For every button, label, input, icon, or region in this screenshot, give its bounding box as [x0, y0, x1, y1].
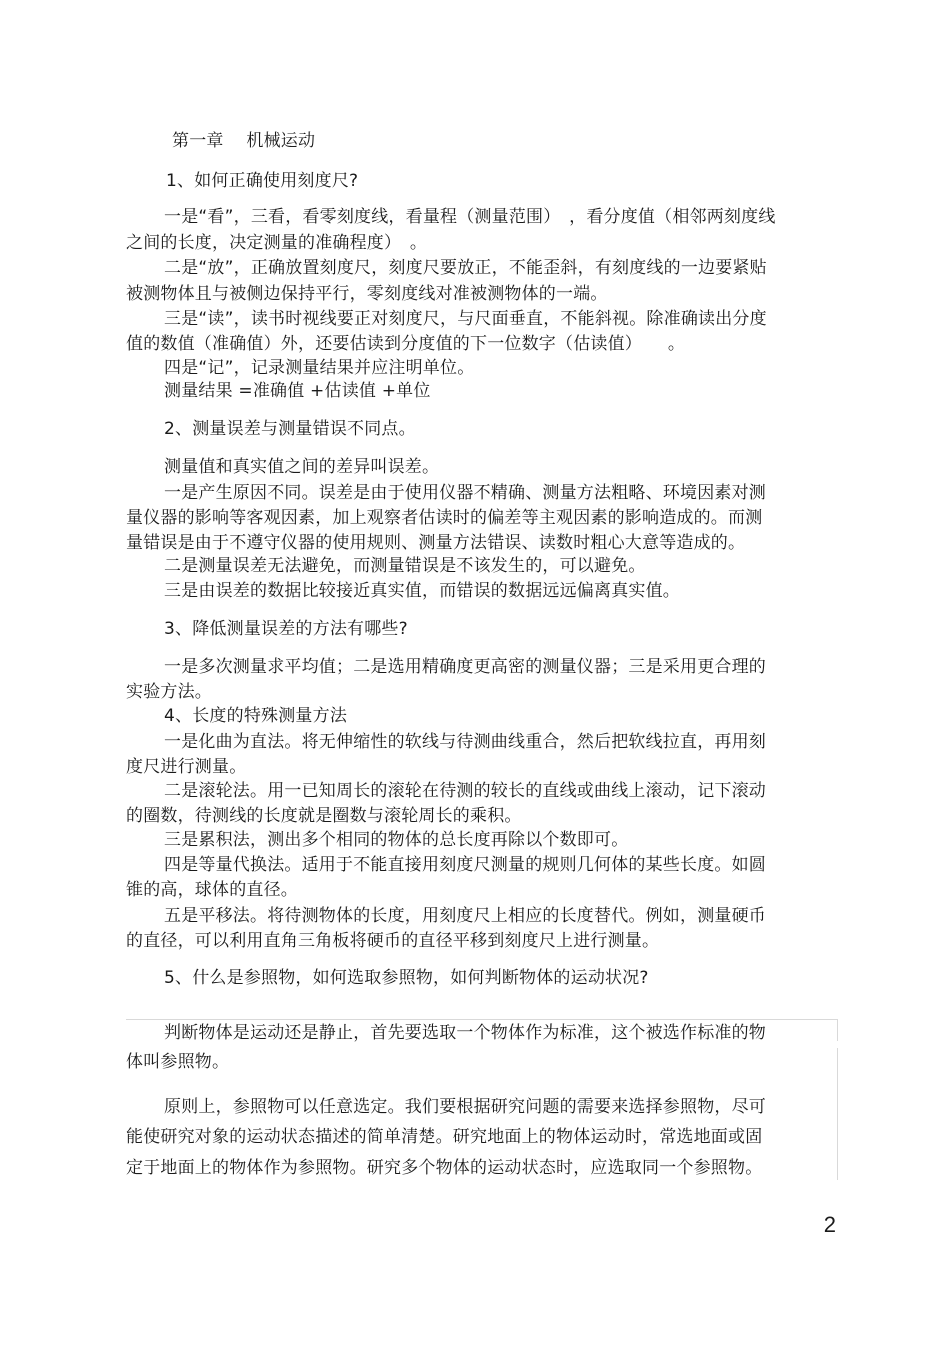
section-5-line: 体叫参照物。	[126, 1052, 230, 1072]
section-2-line: 三是由误差的数据比较接近真实值，而错误的数据远远偏离真实值。	[164, 581, 680, 601]
section-3-heading: 3、降低测量误差的方法有哪些?	[164, 619, 408, 639]
section-4-line: 四是等量代换法。适用于不能直接用刻度尺测量的规则几何体的某些长度。如圆	[164, 855, 766, 875]
section-1-line: 被测物体且与被侧边保持平行，零刻度线对准被测物体的一端。	[126, 284, 608, 304]
section-3-line: 实验方法。	[126, 682, 212, 702]
section-4-line: 度尺进行测量。	[126, 757, 247, 777]
section-2-line: 量仪器的影响等客观因素，加上观察者估读时的偏差等主观因素的影响造成的。而测	[126, 508, 763, 528]
section-5-line: 判断物体是运动还是静止，首先要选取一个物体作为标准，这个被选作标准的物	[164, 1023, 766, 1043]
section-1-line: 二是“放”，正确放置刻度尺，刻度尺要放正，不能歪斜，有刻度线的一边要紧贴	[164, 258, 767, 278]
section-4-line: 五是平移法。将待测物体的长度，用刻度尺上相应的长度替代。例如，测量硬币	[164, 906, 766, 926]
section-1-line: 三是“读”，读书时视线要正对刻度尺，与尺面垂直，不能斜视。除准确读出分度	[164, 309, 767, 329]
section-2-line: 二是测量误差无法避免，而测量错误是不该发生的，可以避免。	[164, 556, 646, 576]
section-1-line: 四是“记”，记录测量结果并应注明单位。	[164, 358, 475, 378]
section-5-heading: 5、什么是参照物，如何选取参照物，如何判断物体的运动状况?	[164, 968, 649, 988]
section-4-line: 锥的高，球体的直径。	[126, 880, 298, 900]
page-number: 2	[823, 1212, 836, 1237]
section-5-line: 能使研究对象的运动状态描述的简单清楚。研究地面上的物体运动时，常选地面或固	[126, 1127, 763, 1147]
section-2-line: 一是产生原因不同。误差是由于使用仪器不精确、测量方法粗略、环境因素对测	[164, 483, 766, 503]
section-2-line: 测量值和真实值之间的差异叫误差。	[164, 457, 440, 477]
section-2-line: 量错误是由于不遵守仪器的使用规则、测量方法错误、读数时粗心大意等造成的。	[126, 533, 746, 553]
frame-line-right-1	[837, 1019, 838, 1041]
section-1-line: 一是“看”，三看，看零刻度线，看量程（测量范围） ，看分度值（相邻两刻度线	[164, 207, 776, 227]
section-4-line: 的圈数，待测线的长度就是圈数与滚轮周长的乘积。	[126, 806, 522, 826]
section-4-line: 的直径，可以利用直角三角板将硬币的直径平移到刻度尺上进行测量。	[126, 931, 660, 951]
section-1-line: 测量结果 =准确值 +估读值 +单位	[164, 381, 431, 401]
section-4-heading: 4、长度的特殊测量方法	[164, 706, 348, 726]
section-4-line: 三是累积法，测出多个相同的物体的总长度再除以个数即可。	[164, 830, 629, 850]
chapter-title: 第一章 机械运动	[172, 131, 316, 151]
frame-line-top	[126, 1019, 838, 1020]
section-1-line: 值的数值（准确值）外，还要估读到分度值的下一位数字（估读值） 。	[126, 334, 686, 354]
section-2-heading: 2、测量误差与测量错误不同点。	[164, 419, 416, 439]
section-1-line: 之间的长度，决定测量的准确程度） 。	[126, 233, 428, 253]
section-4-line: 二是滚轮法。用一已知周长的滚轮在待测的较长的直线或曲线上滚动，记下滚动	[164, 781, 766, 801]
frame-line-right-2	[837, 1048, 838, 1180]
section-1-heading: 1、如何正确使用刻度尺?	[166, 171, 359, 191]
section-5-line: 原则上，参照物可以任意选定。我们要根据研究问题的需要来选择参照物，尽可	[164, 1097, 766, 1117]
section-5-line: 定于地面上的物体作为参照物。研究多个物体的运动状态时，应选取同一个参照物。	[126, 1158, 763, 1178]
section-4-line: 一是化曲为直法。将无伸缩性的软线与待测曲线重合，然后把软线拉直，再用刻	[164, 732, 766, 752]
section-3-line: 一是多次测量求平均值；二是选用精确度更高密的测量仪器；三是采用更合理的	[164, 657, 766, 677]
